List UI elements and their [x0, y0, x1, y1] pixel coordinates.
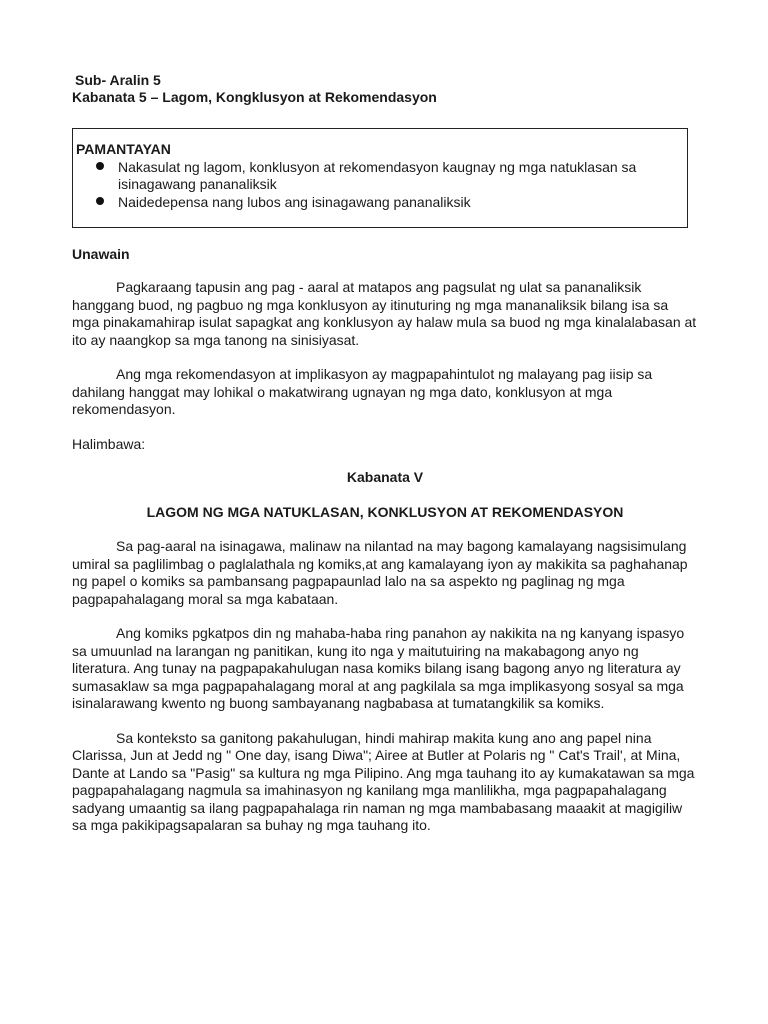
sub-lesson-label: Sub- Aralin 5 [75, 72, 161, 88]
example-paragraph: Sa pag-aaral na isinagawa, malinaw na nilantad na may bagong kamalayang nagsisimulang umiral sa paglilimbag o paglalathala ng komiks,at ang kamalayang iyon ay makikita sa paghahanap ng papel o komiks sa pambansang pagpapaunlad lalo na sa aspekto ng paglinag ng mga pagpapahalagang moral sa mga kabataan. [72, 538, 688, 607]
standards-list [76, 159, 681, 211]
standards-item-text: Nakasulat ng lagom, konklusyon at rekomendasyon kaugnay ng mga natuklasan sa isinagawang pananaliksik [118, 159, 637, 192]
document-page [72, 72, 698, 835]
standards-heading: PAMANTAYAN [76, 141, 171, 157]
standards-list-item [76, 159, 681, 193]
standards-list-item [76, 194, 681, 211]
standards-box [72, 128, 688, 228]
unawain-paragraph: Pagkaraang tapusin ang pag - aaral at matapos ang pagsulat ng ulat sa pananaliksik hanggang buod, ng pagbuo ng mga konklusyon ay itinuturing ng mga mananaliksik bilang isa sa mga pinakamahirap isulat sapagkat ang konklusyon ay halaw mula sa buod ng mga kinalalabasan at ito ay naangkop sa mga tanong na sinisiyasat. [72, 279, 697, 348]
bullet-icon [96, 197, 104, 205]
example-chapter-label: Kabanata V [346, 469, 424, 485]
bullet-icon [96, 162, 104, 170]
standards-item-text: Naidedepensa nang lubos ang isinagawang pananaliksik [118, 194, 471, 210]
unawain-heading: Unawain [72, 246, 130, 262]
example-label: Halimbawa: [72, 435, 146, 452]
example-chapter-heading: LAGOM NG MGA NATUKLASAN, KONKLUSYON AT REKOMENDASYON [146, 503, 624, 520]
unawain-paragraph: Ang mga rekomendasyon at implikasyon ay magpapahintulot ng malayang pag iisip sa dahilang hanggat may lohikal o makatwirang ugnayan ng mga dato, konklusyon at mga rekomendasyon. [72, 366, 653, 417]
example-paragraph: Sa konteksto sa ganitong pakahulugan, hindi mahirap makita kung ano ang papel nina Clarissa, Jun at Jedd ng " One day, isang Diwa"; Airee at Butler at Polaris ng " Cat's Trail', at Mina, Dante at Lando sa "Pasig" sa kultura ng mga Pilipino. Ang mga tauhang ito ay kumakatawan sa mga pagpapahalagang nagmula sa imahinasyon ng kanilang mga manlilikha, mga pagpapahalagang sadyang umaantig sa ilang pagpapahalaga rin naman ng mga mambabasang maaakit at magigiliw sa mga pakikipagsapalaran sa buhay ng mga tauhang ito. [72, 729, 695, 833]
example-paragraph: Ang komiks pgkatpos din ng mahaba-haba ring panahon ay nakikita na ng kanyang ispasyo sa umuunlad na larangan ng panitikan, kung ito nga y maitutuiring na makabagong anyo ng literatura. Ang tunay na pagpapakahulugan nasa komiks bilang isang bagong anyo ng literatura ay sumasaklaw sa mga pagpapahalagang moral at ang pagkilala sa mga implikasyong sosyal sa mga isinalarawang kwento ng buong sambayanang nagbabasa at tumatangkilik sa komiks. [72, 625, 685, 711]
chapter-title: Kabanata 5 – Lagom, Kongklusyon at Rekomendasyon [72, 89, 437, 105]
